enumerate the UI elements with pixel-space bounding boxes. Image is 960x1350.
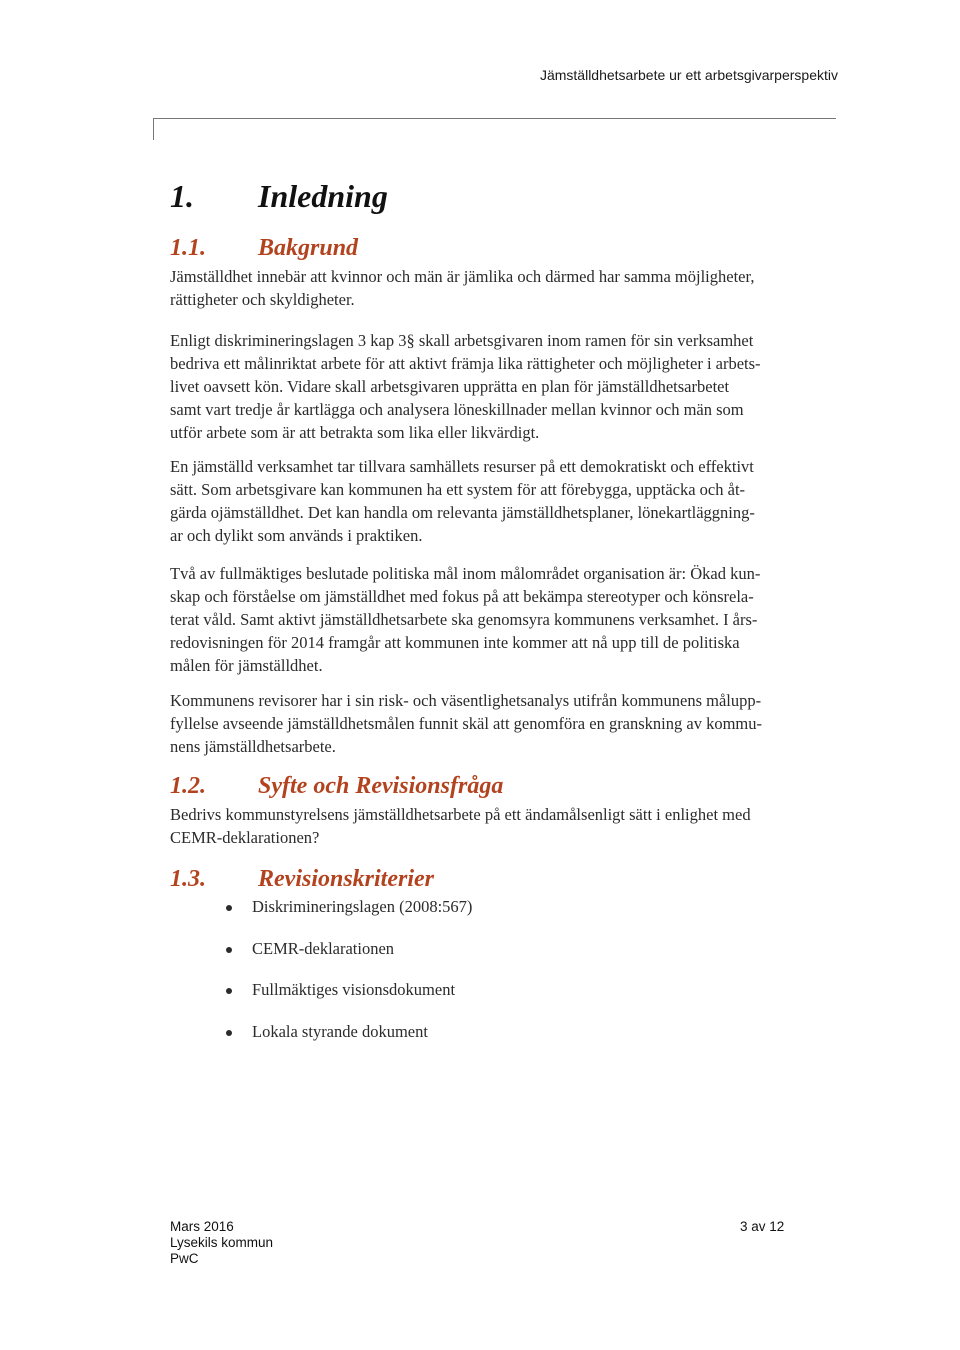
text-line: ar och dylikt som används i praktiken. [170,526,423,545]
text-line: Enligt diskrimineringslagen 3 kap 3§ skall arbetsgivaren inom ramen för sin verksamhet [170,331,754,350]
bullet-icon [226,947,232,953]
paragraph-2 [170,329,840,444]
text-line: fyllelse avseende jämställdhetsmålen funnit skäl att genomföra en granskning av kommu- [170,714,763,733]
page-number: 3 av 12 [740,1219,785,1234]
list-item-text: Lokala styrande dokument [252,1021,428,1041]
bullet-icon [226,1030,232,1036]
text-line: CEMR-deklarationen? [170,828,320,847]
section-title: Bakgrund [258,235,359,261]
list-item-text: Diskrimineringslagen (2008:567) [252,897,473,916]
text-line: målen för jämställdhet. [170,656,323,675]
research-question [170,803,840,849]
section-1-1-heading [170,235,358,262]
text-line: skap och förståelse om jämställdhet med fokus på att bekämpa stereotyper och könsrela- [170,587,754,606]
section-1-heading [170,178,388,215]
list-item [226,939,472,981]
footer [170,1219,273,1267]
running-header: Jämställdhetsarbete ur ett arbetsgivarperspektiv [539,67,838,83]
criteria-list [226,897,472,1063]
list-item-text: CEMR-deklarationen [252,938,395,958]
text-line: Bedrivs kommunstyrelsens jämställdhetsarbete på ett ändamålsenligt sätt i enlighet med [170,805,751,824]
list-item-text: Fullmäktiges visionsdokument [252,980,456,999]
paragraph-3 [170,455,840,547]
text-line: redovisningen för 2014 framgår att kommunen inte kommer att nå upp till de politiska [170,633,740,652]
text-line: gärda ojämställdhet. Det kan handla om relevanta jämställdhetsplaner, lönekartläggning- [170,503,755,522]
section-number: 1.1. [170,235,206,261]
text-line: En jämställd verksamhet tar tillvara samhällets resurser på ett demokratiskt och effektivt [170,457,754,476]
bullet-icon [226,988,232,994]
text-line: Kommunens revisorer har i sin risk- och väsentlighetsanalys utifrån kommunens målupp- [170,691,762,710]
text-line: Två av fullmäktiges beslutade politiska mål inom målområdet organisation är: Ökad kun- [170,564,761,583]
section-number: 1.3. [170,866,206,892]
section-number: 1.2. [170,773,206,799]
text-line: nens jämställdhetsarbete. [170,737,336,756]
text-line: Jämställdhet innebär att kvinnor och män är jämlika och därmed har samma möjligheter, [170,267,755,286]
section-title: Syfte och Revisionsfråga [258,773,504,799]
text-line: bedriva ett målinriktat arbete för att aktivt främja lika rättigheter och möjligheter i arbets- [170,354,761,373]
list-item [226,897,472,939]
footer-firm: PwC [170,1251,199,1266]
footer-date: Mars 2016 [170,1219,234,1234]
paragraph-1 [170,265,840,311]
paragraph-4 [170,562,840,677]
text-line: sätt. Som arbetsgivare kan kommunen ha ett system för att förebygga, upptäcka och åt- [170,480,746,499]
section-title: Revisionskriterier [258,866,435,892]
list-item [226,980,472,1022]
text-line: utför arbete som är att betrakta som lika eller likvärdigt. [170,423,540,442]
bullet-icon [226,905,232,911]
section-1-2-heading [170,773,503,800]
header-rule [153,118,836,119]
footer-org: Lysekils kommun [170,1235,274,1250]
section-1-3-heading [170,866,434,893]
header-rule-tick [153,118,154,140]
text-line: terat våld. Samt aktivt jämställdhetsarbete ska genomsyra kommunens verksamhet. I års- [170,610,758,629]
text-line: rättigheter och skyldigheter. [170,290,355,309]
paragraph-5 [170,689,840,758]
list-item [226,1022,472,1064]
text-line: samt vart tredje år kartlägga och analysera löneskillnader mellan kvinnor och män som [170,400,744,419]
section-title: Inledning [258,178,388,214]
text-line: livet oavsett kön. Vidare skall arbetsgivaren upprätta en plan för jämställdhetsarbetet [170,377,730,396]
section-number: 1. [170,178,194,214]
